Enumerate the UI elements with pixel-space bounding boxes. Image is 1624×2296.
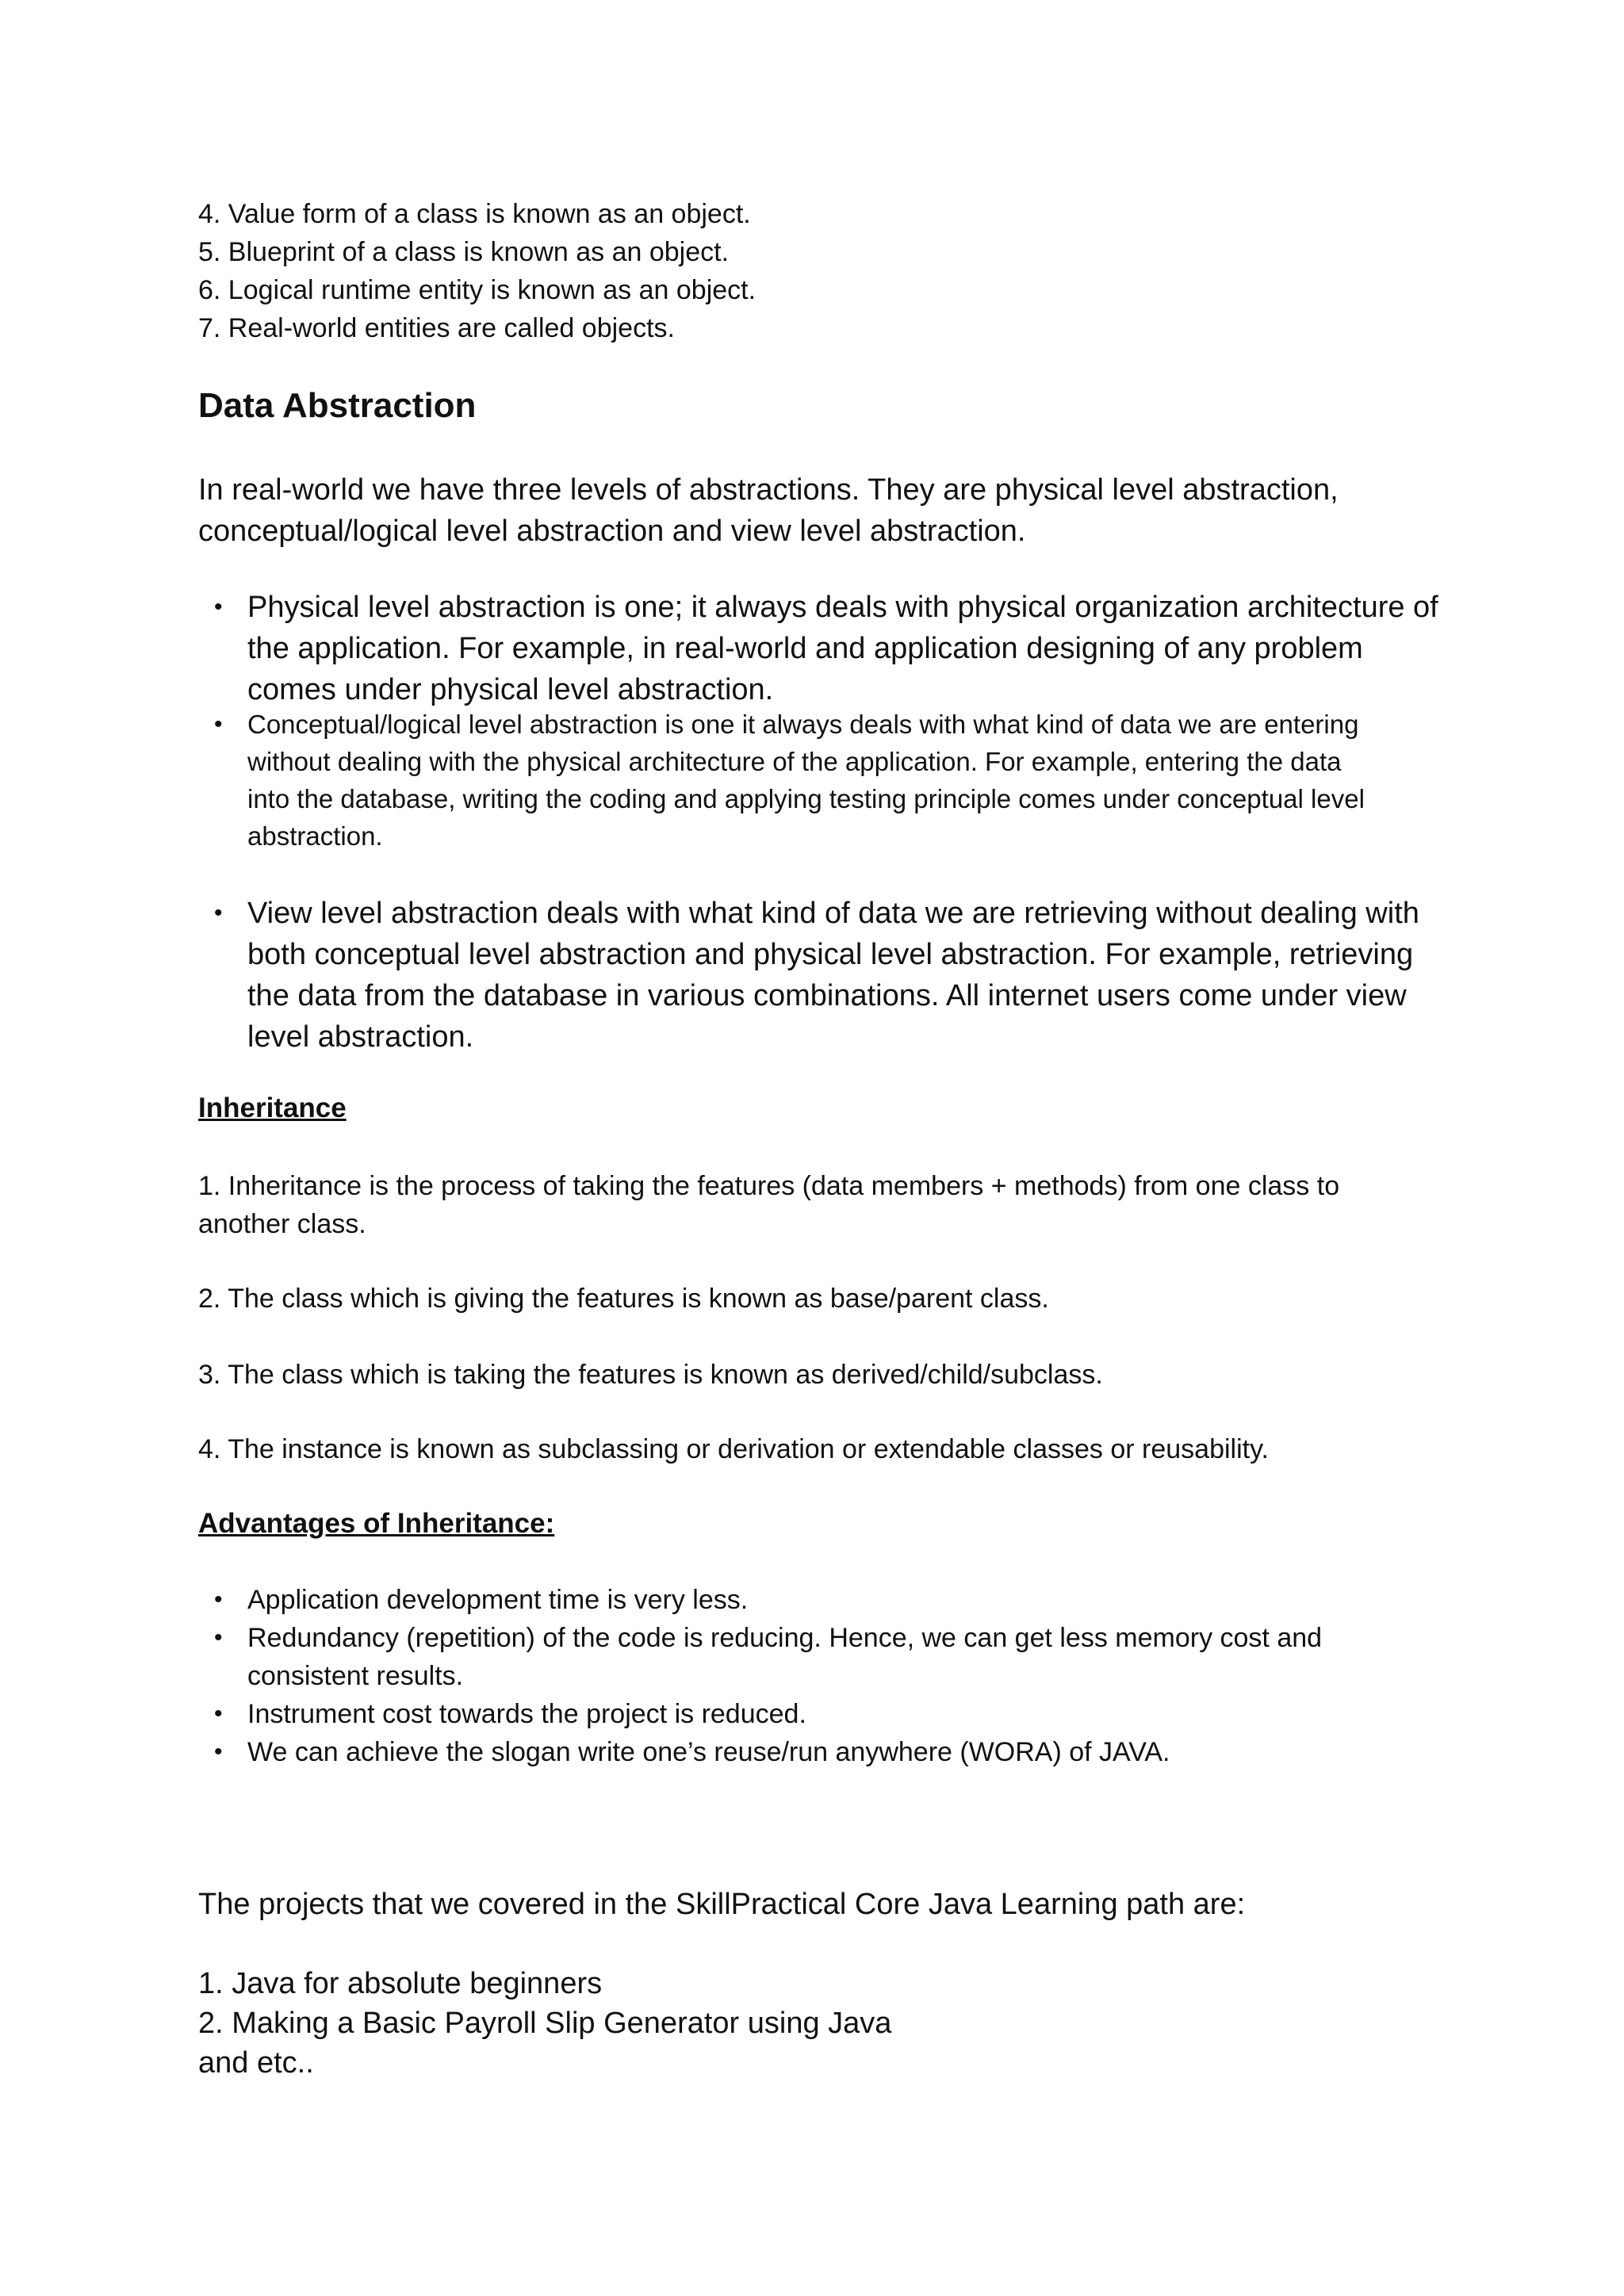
bullet-icon: • [214, 1701, 223, 1727]
bullet-icon: • [214, 1624, 223, 1651]
section-heading-advantages: Advantages of Inheritance: [198, 1508, 555, 1539]
abstraction-bullet [214, 587, 1445, 710]
abstraction-bullet-text: View level abstraction deals with what kind of data we are retrieving without dealing with both conceptual level abstraction and physical level abstraction. For example, retrieving the data from the database in various combinations. All internet users come under view level abstraction. [247, 897, 1419, 1054]
advantage-bullet [214, 1619, 1421, 1695]
advantage-bullet-text: Redundancy (repetition) of the code is reducing. Hence, we can get less memory cost and consistent results. [247, 1623, 1323, 1691]
inheritance-point: 1. Inheritance is the process of taking the features (data members + methods) from one class to another class. [198, 1171, 1340, 1239]
inheritance-point: 2. The class which is giving the features is known as base/parent class. [198, 1284, 1049, 1314]
section-heading-data-abstraction: Data Abstraction [198, 386, 477, 425]
object-list-item: 5. Blueprint of a class is known as an object. [198, 237, 730, 267]
data-abstraction-intro: In real-world we have three levels of abstractions. They are physical level abstraction, conceptual/logical level abstraction and view level abstraction. [198, 473, 1339, 548]
object-list-item: 4. Value form of a class is known as an object. [198, 199, 751, 229]
section-heading-inheritance: Inheritance [198, 1093, 347, 1123]
abstraction-bullet-text: Physical level abstraction is one; it always deals with physical organization architecture of the application. For example, in real-world and application designing of any problem comes under physical level abstraction. [247, 591, 1438, 706]
inheritance-point: 3. The class which is taking the features is known as derived/child/subclass. [198, 1360, 1103, 1390]
object-list-item: 7. Real-world entities are called objects. [198, 313, 675, 343]
bullet-icon: • [214, 711, 223, 737]
bullet-icon: • [214, 1586, 223, 1613]
advantage-bullet [214, 1581, 1461, 1619]
advantage-bullet [214, 1733, 1461, 1771]
project-item: 1. Java for absolute beginners [198, 1967, 603, 2000]
projects-outro: and etc.. [198, 2046, 314, 2080]
advantage-bullet [214, 1695, 1461, 1733]
advantage-bullet-text: Application development time is very less. [247, 1585, 749, 1615]
bullet-icon: • [214, 900, 223, 926]
advantage-bullet-text: Instrument cost towards the project is reduced. [247, 1699, 806, 1729]
abstraction-bullet [214, 893, 1453, 1058]
project-item: 2. Making a Basic Payroll Slip Generator using Java [198, 2007, 892, 2040]
abstraction-bullet-text: Conceptual/logical level abstraction is one it always deals with what kind of data we are entering without dealing with the physical architecture of the application. For example, entering the data into the database, writing the coding and applying testing principle comes under conceptual level abstraction. [247, 710, 1365, 851]
inheritance-point: 4. The instance is known as subclassing or derivation or extendable classes or reusability. [198, 1434, 1270, 1464]
abstraction-bullet [214, 706, 1373, 855]
advantage-bullet-text: We can achieve the slogan write one’s reuse/run anywhere (WORA) of JAVA. [247, 1737, 1170, 1767]
projects-intro: The projects that we covered in the SkillPractical Core Java Learning path are: [198, 1888, 1246, 1921]
bullet-icon: • [214, 1739, 223, 1765]
bullet-icon: • [214, 594, 223, 620]
object-list-item: 6. Logical runtime entity is known as an object. [198, 275, 756, 305]
